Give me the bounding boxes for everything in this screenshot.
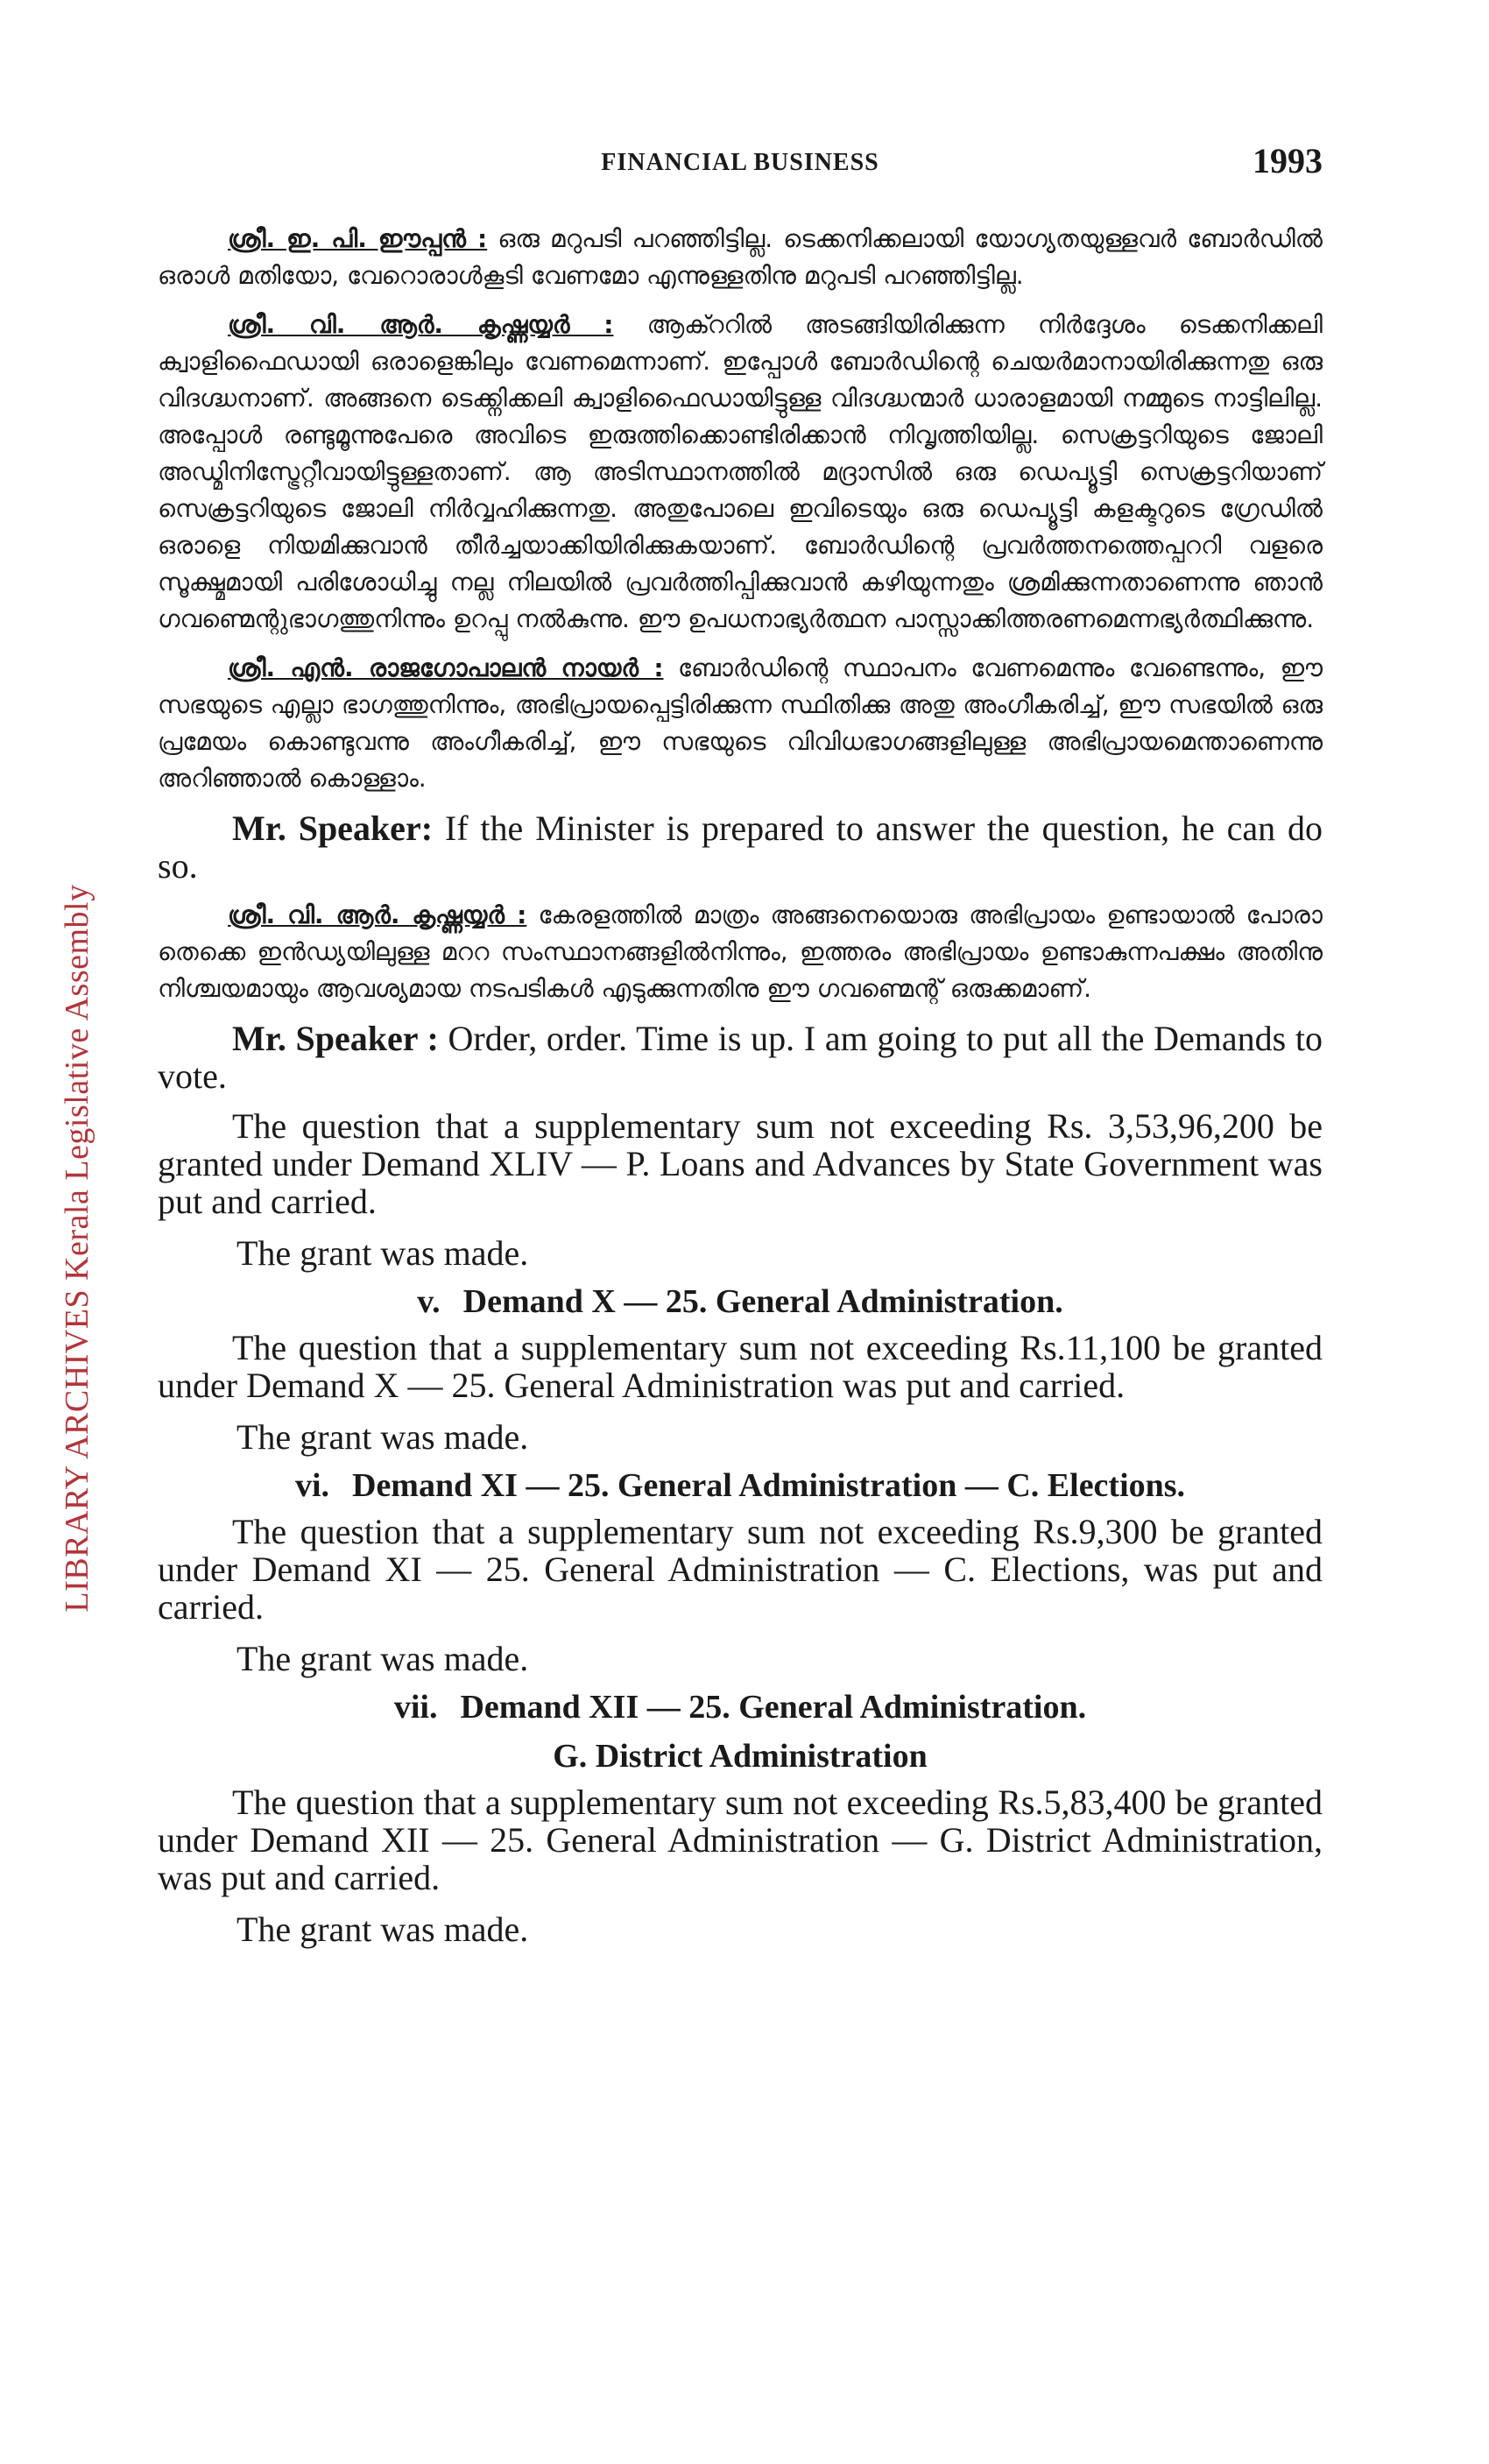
demand-number: vi. <box>294 1467 329 1504</box>
speech-text: ഒരു മറുപടി പറഞ്ഞിട്ടില്ല. ടെക്കനിക്കലായി യോഗ്യതയുള്ളവർ ബോർഡിൽ ഒരാൾ മതിയോ, വേറൊരാൾകൂടി വേണമോ എന്നുള്ളതിനു മറുപടി പറഞ്ഞിട്ടില്ല. <box>158 224 1323 290</box>
speech-text: കേരളത്തിൽ മാത്രം അങ്ങനെയൊരു അഭിപ്രായം ഉണ്ടായാൽ പോരാ തെക്കെ ഇൻഡ്യയിലുള്ള മററ സംസ്ഥാനങ്ങളിൽനിന്നും, ഇത്തരം അഭിപ്രായം ഉണ്ടാകുന്നപക്ഷം അതിനു നിശ്ചയമായും ആവശ്യമായ നടപടികൾ എടുക്കുന്നതിനു ഈ ഗവണ്മെന്റ് ഒരുക്കമാണ്. <box>158 900 1323 1003</box>
grant-statement: The grant was made. <box>236 1639 529 1678</box>
demand-subheading: G. District Administration <box>553 1738 928 1775</box>
grant-statement: The grant was made. <box>236 1233 529 1273</box>
question-paragraph: The question that a supplementary sum not exceeding Rs.11,100 be granted under Demand X — 25. General Administration was put and carried. <box>158 1328 1323 1405</box>
archive-watermark: LIBRARY ARCHIVES Kerala Legislative Assembly <box>59 884 95 1613</box>
demand-heading <box>158 1464 1323 1507</box>
page-body <box>158 221 1323 1956</box>
speech-paragraph <box>158 221 1323 294</box>
speaker-name: ശ്രീ. എൻ. രാജഗോപാലൻ നായർ : <box>228 653 664 682</box>
demand-title: Demand X — 25. General Administration. <box>462 1283 1063 1320</box>
page-number: 1993 <box>1253 141 1323 180</box>
question-paragraph: The question that a supplementary sum not exceeding Rs.5,83,400 be granted under Demand XII — 25. General Administration — G. District Administration, was put and carried. <box>158 1783 1323 1897</box>
demand-number: v. <box>417 1283 441 1320</box>
speech-paragraph <box>158 307 1323 638</box>
speech-text: If the Minister is prepared to answer the question, he can do so. <box>158 808 1323 886</box>
speaker-name: ശ്രീ. ഇ. പി. ഈപ്പൻ : <box>228 224 488 253</box>
speech-paragraph <box>158 1020 1323 1095</box>
speech-text: Order, order. Time is up. I am going to put all the Demands to vote. <box>158 1019 1323 1096</box>
question-paragraph: The question that a supplementary sum not exceeding Rs.9,300 be granted under Demand XI — 25. General Administration — C. Elections, was put and carried. <box>158 1512 1323 1627</box>
demand-title: Demand XI — 25. General Administration — C. Elections. <box>352 1467 1186 1504</box>
demand-heading <box>158 1685 1323 1729</box>
page-header <box>158 140 1323 184</box>
speaker-name: ശ്രീ. വി. ആർ. കൃഷ്ണയ്യർ : <box>228 310 614 339</box>
grant-statement: The grant was made. <box>236 1910 529 1949</box>
speaker-name: Mr. Speaker: <box>232 808 434 848</box>
question-paragraph: The question that a supplementary sum not exceeding Rs. 3,53,96,200 be granted under Demand XLIV — P. Loans and Advances by State Government was put and carried. <box>158 1106 1323 1221</box>
demand-title: Demand XII — 25. General Administration. <box>460 1689 1087 1726</box>
speaker-name: ശ്രീ. വി. ആർ. കൃഷ്ണയ്യർ : <box>228 900 527 929</box>
demand-number: vii. <box>393 1689 438 1726</box>
demand-heading <box>158 1280 1323 1324</box>
speech-paragraph <box>158 650 1323 797</box>
speech-text: ആക്ററിൽ അടങ്ങിയിരിക്കുന്ന നിർദ്ദേശം ടെക്കനിക്കലി ക്വാളിഫൈഡായി ഒരാളെങ്കിലും വേണമെന്നാണ്. ഇപ്പോൾ ബോർഡിന്റെ ചെയർമാനായിരിക്കുന്നതു ഒരു വിദഗ്ദ്ധനാണ്. അങ്ങനെ ടെക്ക്നിക്കലി ക്വാളിഫൈഡായിട്ടുള്ള വിദഗ്ദ്ധന്മാർ ധാരാളമായി നമ്മുടെ നാട്ടിലില്ല. അപ്പോൾ രണ്ടുമൂന്നുപേരെ അവിടെ ഇരുത്തിക്കൊണ്ടിരിക്കാൻ നിവൃത്തിയില്ല. സെക്രട്ടറിയുടെ ജോലി അഡ്മിനിസ്ട്രേറ്റീവായിട്ടുള്ളതാണ്. ആ അടിസ്ഥാനത്തിൽ മദ്രാസിൽ ഒരു ഡെപ്യൂട്ടി സെക്രട്ടറിയാണ് സെക്രട്ടറിയുടെ ജോലി നിർവ്വഹിക്കുന്നതു. അതുപോലെ ഇവിടെയും ഒരു ഡെപ്യൂട്ടി കളക്ടറുടെ ഗ്രേഡിൽ ഒരാളെ നിയമിക്കുവാൻ തീർച്ചയാക്കിയിരിക്കുകയാണ്. ബോർഡിന്റെ പ്രവർത്തനത്തെപ്പററി വളരെ സൂക്ഷ്മമായി പരിശോധിച്ചു നല്ല നിലയിൽ പ്രവർത്തിപ്പിക്കുവാൻ കഴിയുന്നതും ശ്രമിക്കുന്നതാണെന്നു ഞാൻ ഗവണ്മെന്റുഭാഗത്തുനിന്നും ഉറപ്പു നൽകുന്നു. ഈ ഉപധനാഭ്യർത്ഥന പാസ്സാക്കിത്തരണമെന്നഭ്യർത്ഥിക്കുന്നു. <box>158 310 1323 633</box>
grant-statement: The grant was made. <box>236 1417 529 1457</box>
running-title: FINANCIAL BUSINESS <box>601 149 879 176</box>
speech-paragraph <box>158 809 1323 885</box>
speech-text: ബോർഡിന്റെ സ്ഥാപനം വേണമെന്നും വേണ്ടെന്നും, ഈ സഭയുടെ എല്ലാ ഭാഗത്തുനിന്നും, അഭിപ്രായപ്പെട്ടിരിക്കുന്ന സ്ഥിതിക്കു അതു അംഗീകരിച്ച്, ഈ സഭയിൽ ഒരു പ്രമേയം കൊണ്ടുവന്നു അംഗീകരിച്ച്, ഈ സഭയുടെ വിവിധഭാഗങ്ങളിലുള്ള അഭിപ്രായമെന്താണെന്നു അറിഞ്ഞാൽ കൊള്ളാം. <box>158 653 1323 793</box>
speech-paragraph <box>158 897 1323 1007</box>
speaker-name: Mr. Speaker : <box>232 1019 439 1058</box>
